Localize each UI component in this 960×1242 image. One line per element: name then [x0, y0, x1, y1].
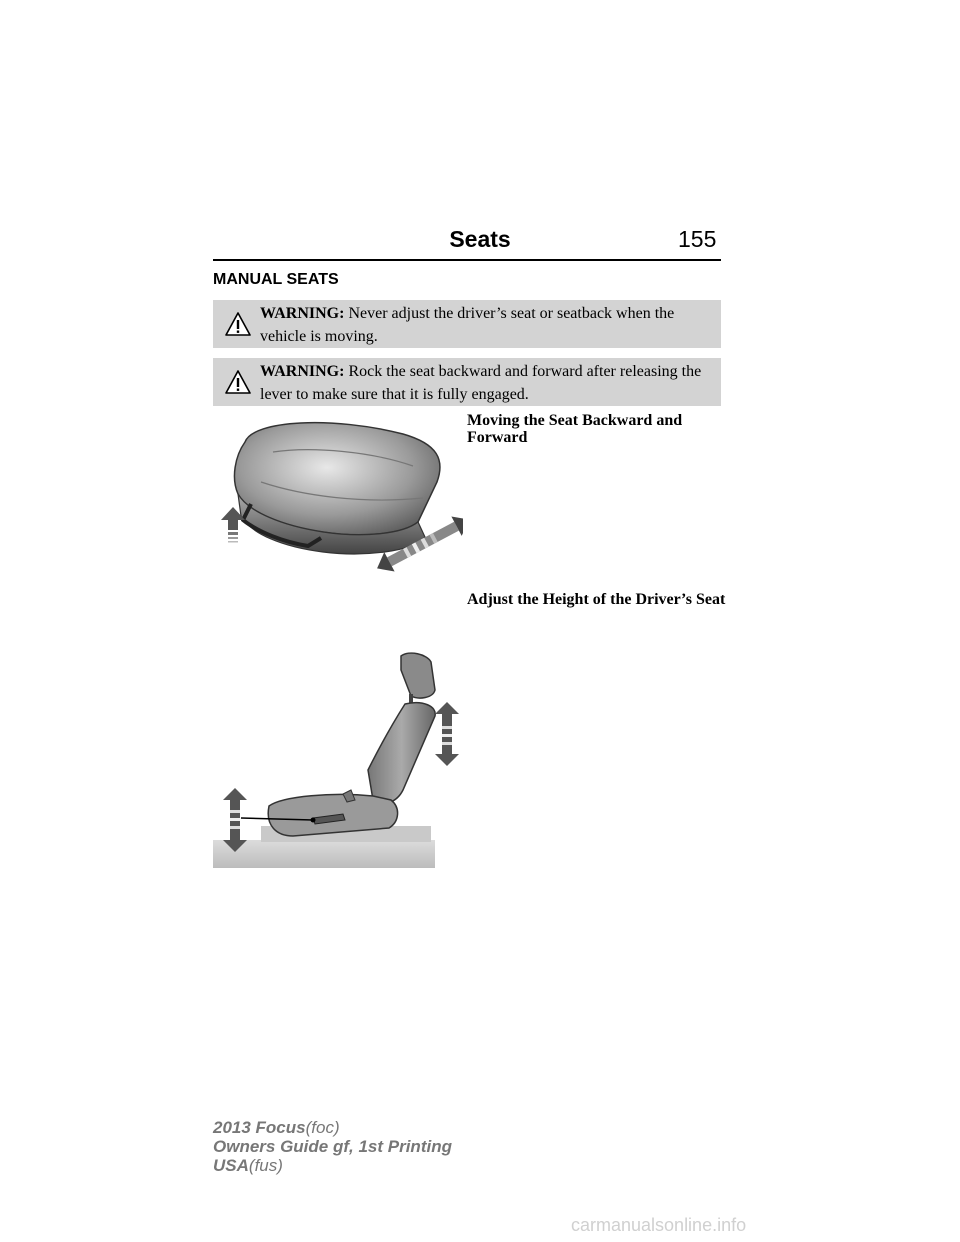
warning-text-2 — [260, 360, 711, 406]
footer-region-code: (fus) — [248, 1156, 283, 1175]
footer-model-name: 2013 Focus — [213, 1118, 306, 1137]
subsection-heading-move: Moving the Seat Backward and Forward — [467, 412, 683, 446]
footer-guide: Owners Guide gf, 1st Printing — [213, 1137, 452, 1156]
warning-body: Never adjust the driver’s seat or seatback when the vehicle is moving. — [260, 305, 675, 345]
footer-region — [213, 1156, 283, 1175]
warning-label: WARNING: — [260, 363, 345, 380]
watermark: carmanualsonline.info — [571, 1215, 747, 1235]
section-title: MANUAL SEATS — [213, 271, 339, 288]
header-divider — [213, 259, 721, 261]
footer-model — [213, 1118, 340, 1137]
warning-body: Rock the seat backward and forward after releasing the lever to make sure that it is fully engaged. — [260, 363, 702, 403]
warning-text-1 — [260, 302, 711, 348]
seat-height-illustration — [213, 650, 463, 868]
warning-triangle-icon — [225, 311, 251, 337]
page-title: Seats — [449, 226, 511, 252]
page-number: 155 — [678, 226, 717, 252]
footer-model-code: (foc) — [305, 1118, 340, 1137]
seat-cushion-illustration — [213, 412, 463, 580]
warning-box-2 — [213, 358, 721, 406]
warning-box-1 — [213, 300, 721, 348]
warning-triangle-icon — [225, 369, 251, 395]
warning-label: WARNING: — [260, 305, 345, 322]
footer-region-name: USA — [213, 1156, 249, 1175]
subsection-heading-height: Adjust the Height of the Driver’s Seat — [467, 591, 726, 608]
